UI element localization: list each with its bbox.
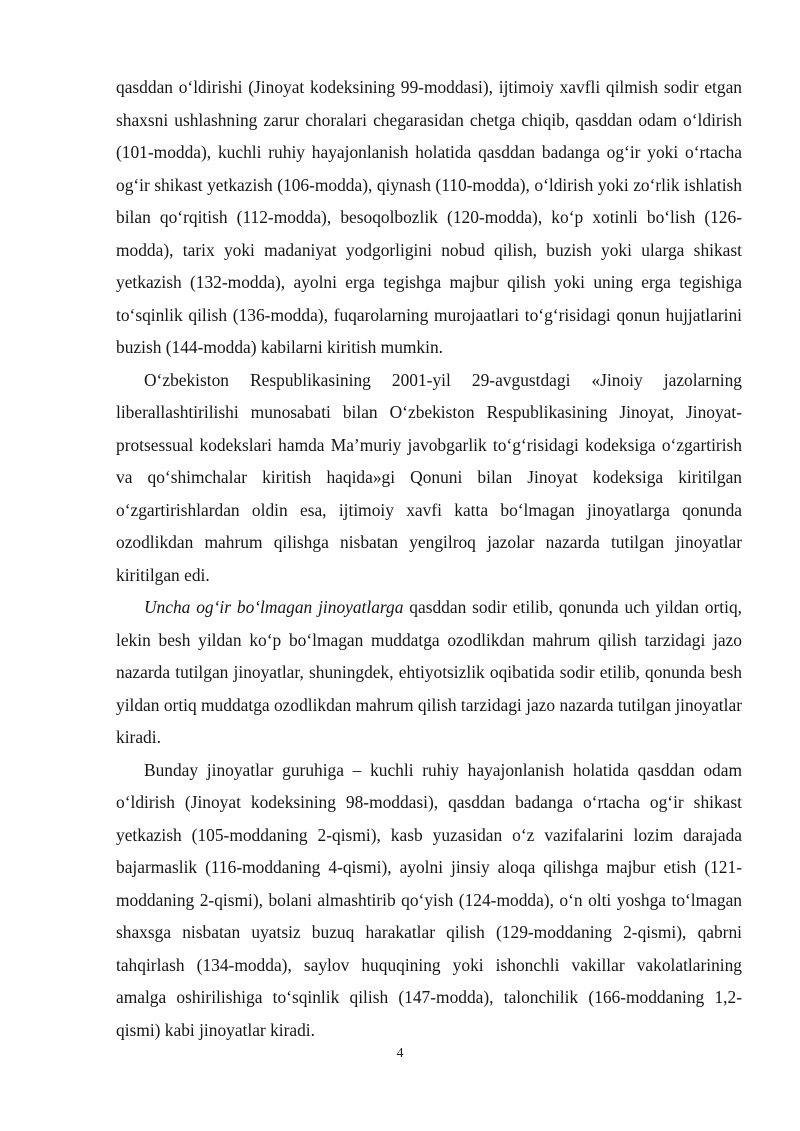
paragraph-continuation: qasddan o‘ldirishi (Jinoyat kodeksining 99-moddasi), ijtimoiy xavfli qilmish sodir etgan shaxsni ushlashning zarur choralari chegarasidan chetga chiqib, qasddan odam o‘ldirish (101-modda), kuchli ruhiy hayajonlanish holatida qasddan badanga og‘ir yoki o‘rtacha og‘ir shikast yetkazish (106-modda), qiynash (110-modda), o‘ldirish yoki zo‘rlik ishlatish bilan qo‘rqitish (112-modda), besoqolbozlik (120-modda), ko‘p xotinli bo‘lish (126-modda), tarix yoki madaniyat yodgorligini nobud qilish, buzish yoki ularga shikast yetkazish (132-modda), ayolni erga tegishga majbur qilish yoki uning erga tegishiga to‘sqinlik qilish (136-modda), fuqarolarning murojaatlari to‘g‘risidagi qonun hujjatlarini buzish (144-modda) kabilarni kiritish mumkin. xyxy=(116,77,742,357)
page-number: 4 xyxy=(396,1046,404,1061)
defined-term: Uncha og‘ir bo‘lmagan jinoyatlarga xyxy=(144,597,404,617)
document-body xyxy=(116,71,742,1046)
paragraph-definition xyxy=(116,591,742,754)
paragraph-law-2001: O‘zbekiston Respublikasining 2001-yil 29-avgustdagi «Jinoiy jazolarning liberallashtirilishi munosabati bilan O‘zbekiston Respublikasining Jinoyat, Jinoyat-protsessual kodekslari hamda Ma’muriy javobgarlik to‘g‘risidagi kodeksiga o‘zgartirish va qo‘shimchalar kiritish haqida»gi Qonuni bilan Jinoyat kodeksiga kiritilgan o‘zgartirishlardan oldin esa, ijtimoiy xavfi katta bo‘lmagan jinoyatlarga qonunda ozodlikdan mahrum qilishga nisbatan yengilroq jazolar nazarda tutilgan jinoyatlar kiritilgan edi. xyxy=(116,369,742,585)
paragraph-crime-group: Bunday jinoyatlar guruhiga – kuchli ruhiy hayajonlanish holatida qasddan odam o‘ldirish (Jinoyat kodeksining 98-moddasi), qasddan badanga o‘rtacha og‘ir shikast yetkazish (105-moddaning 2-qismi), kasb yuzasidan o‘z vazifalarini lozim darajada bajarmaslik (116-moddaning 4-qismi), ayolni jinsiy aloqa qilishga majbur etish (121-moddaning 2-qismi), bolani almashtirib qo‘yish (124-modda), o‘n olti yoshga to‘lmagan shaxsga nisbatan uyatsiz buzuq harakatlar qilish (129-moddaning 2-qismi), qabrni tahqirlash (134-modda), saylov huquqining yoki ishonchli vakillar vakolatlarining amalga oshirilishiga to‘sqinlik qilish (147-modda), talonchilik (166-moddaning 1,2-qismi) kabi jinoyatlar kiradi. xyxy=(116,759,742,1040)
definition-text: qasddan sodir etilib, qonunda uch yildan ortiq, lekin besh yildan ko‘p bo‘lmagan muddatga ozodlikdan mahrum qilish tarzidagi jazo nazarda tutilgan jinoyatlar, shuningdek, ehtiyotsizlik oqibatida sodir etilib, qonunda besh yildan ortiq muddatga ozodlikdan mahrum qilish tarzidagi jazo nazarda tutilgan jinoyatlar kiradi. xyxy=(116,597,742,747)
